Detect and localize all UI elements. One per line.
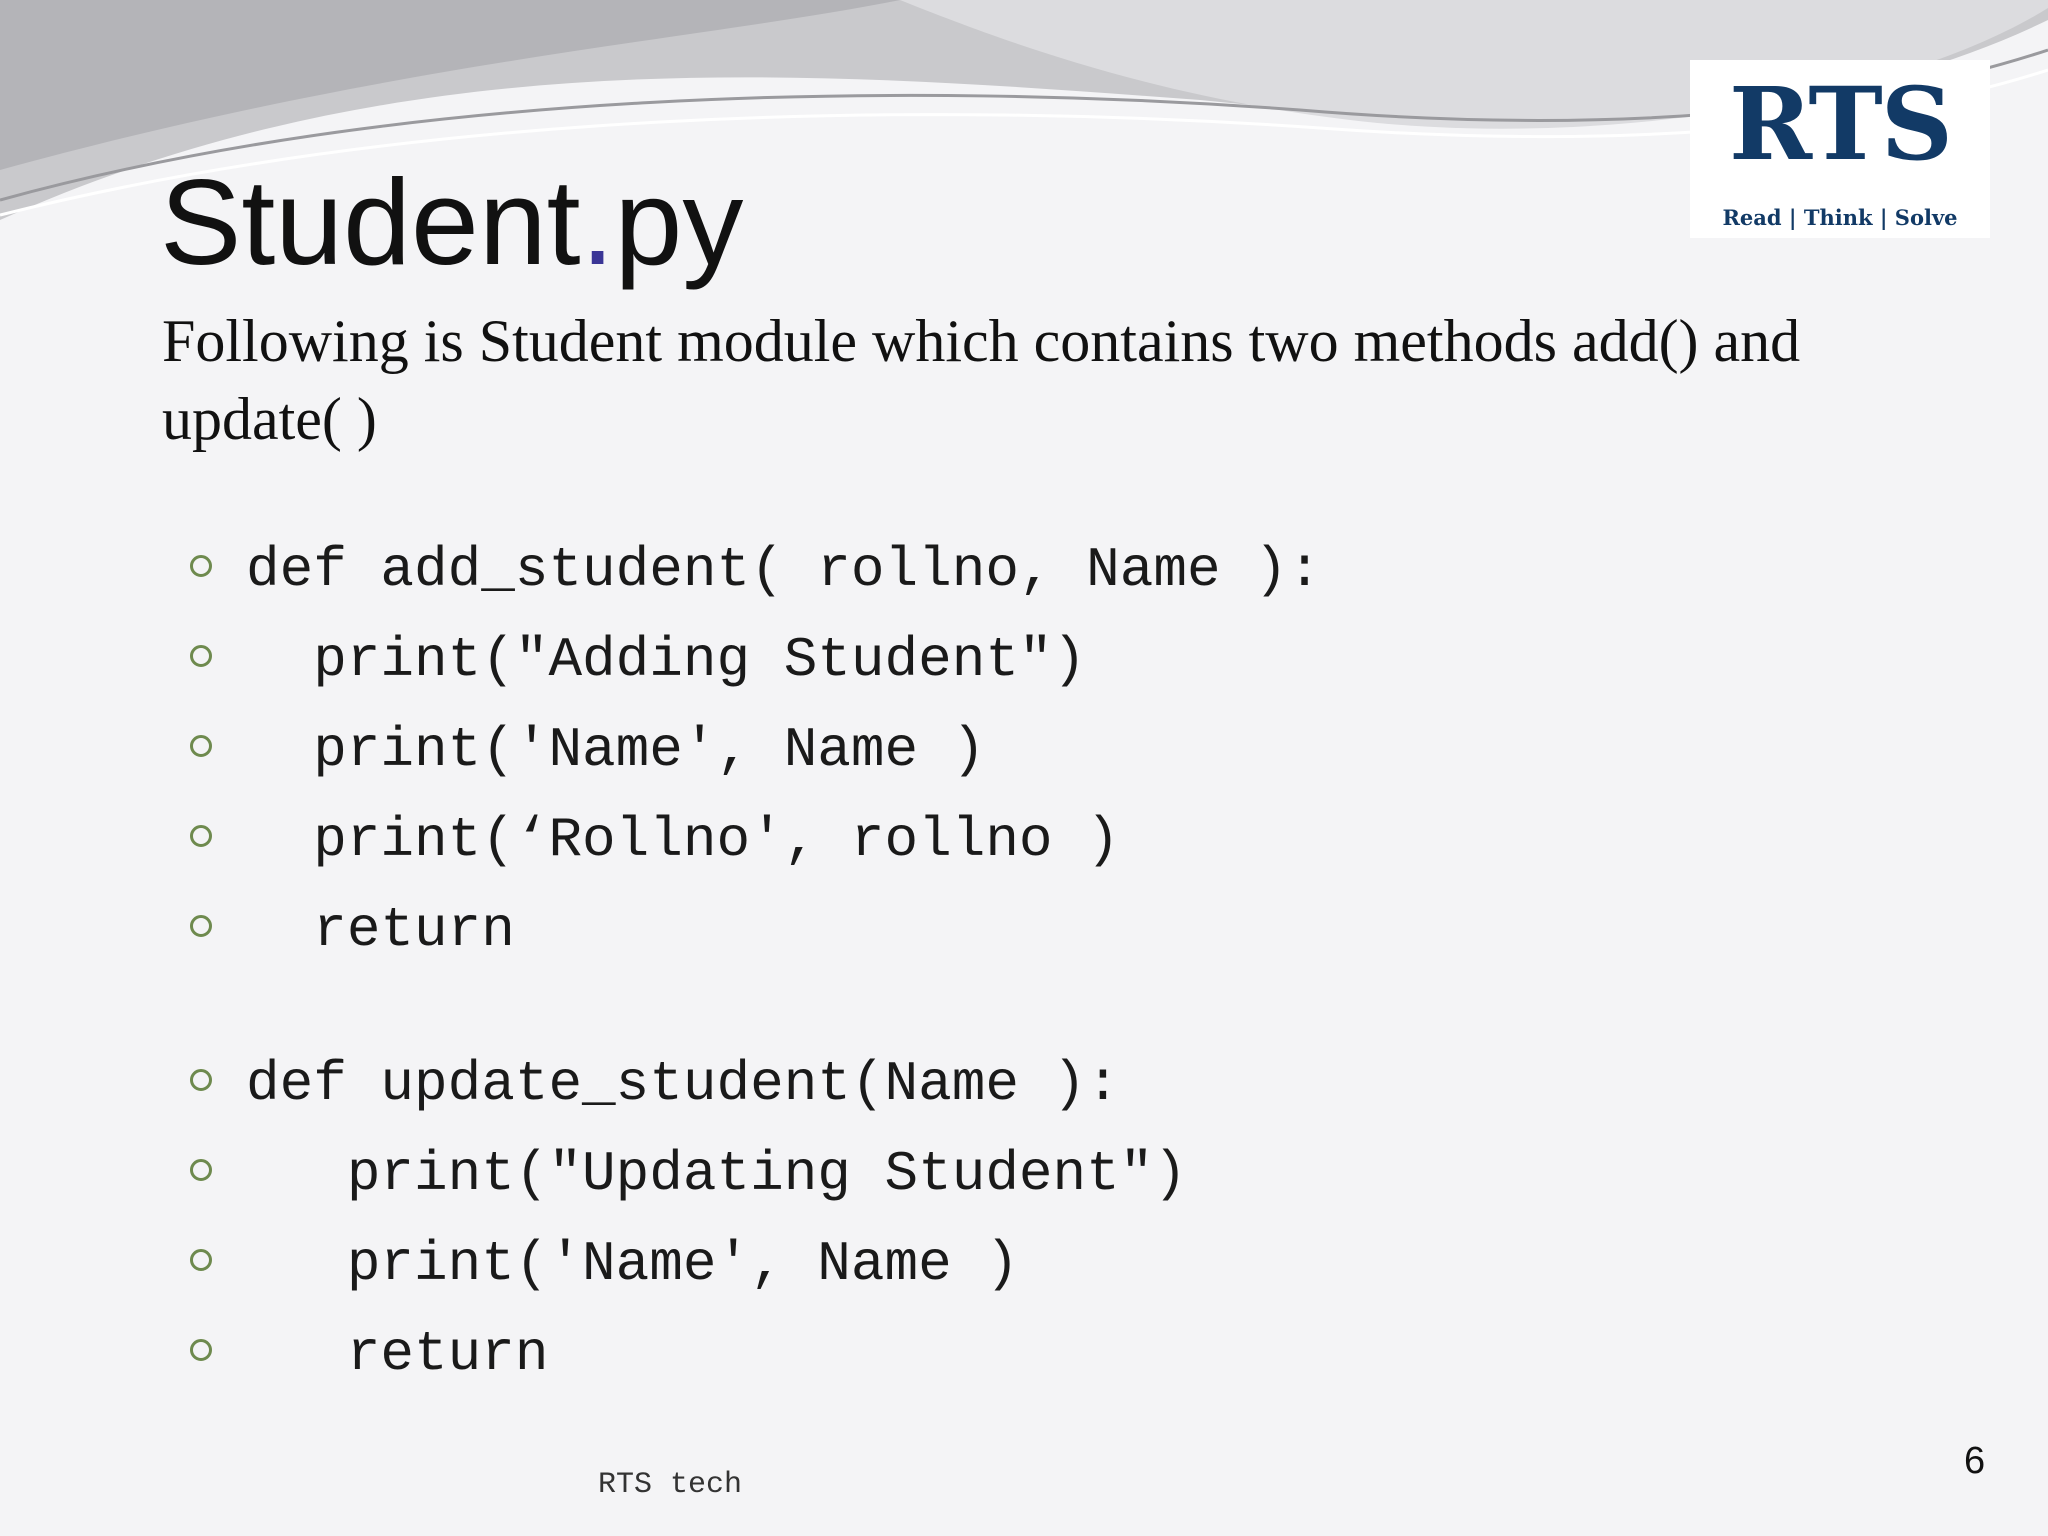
code-line bbox=[190, 620, 1086, 700]
hollow-circle-bullet-icon bbox=[190, 825, 212, 847]
code-text: print('Name', Name ) bbox=[246, 1232, 1019, 1296]
code-text: print('Name', Name ) bbox=[246, 718, 986, 782]
code-text: return bbox=[246, 898, 515, 962]
code-line bbox=[190, 890, 515, 970]
code-line bbox=[190, 800, 1120, 880]
code-line bbox=[190, 1044, 1120, 1124]
footer-text: RTS tech bbox=[598, 1468, 743, 1502]
intro-text: Following is Student module which contains two methods add() and update( ) bbox=[162, 308, 1801, 452]
code-text: print("Adding Student") bbox=[246, 628, 1087, 692]
code-text: print("Updating Student") bbox=[246, 1142, 1187, 1206]
slide-title bbox=[160, 152, 743, 292]
code-text: def add_student( rollno, Name ): bbox=[246, 538, 1322, 602]
code-line bbox=[190, 1134, 1187, 1214]
hollow-circle-bullet-icon bbox=[190, 555, 212, 577]
title-extension: py bbox=[614, 154, 744, 290]
code-text: print(‘Rollno', rollno ) bbox=[246, 808, 1120, 872]
hollow-circle-bullet-icon bbox=[190, 735, 212, 757]
hollow-circle-bullet-icon bbox=[190, 1339, 212, 1361]
code-line bbox=[190, 710, 985, 790]
logo-text: RTS bbox=[1729, 65, 1951, 183]
hollow-circle-bullet-icon bbox=[190, 1159, 212, 1181]
code-text: def update_student(Name ): bbox=[246, 1052, 1120, 1116]
title-dot: . bbox=[580, 154, 615, 290]
code-line bbox=[190, 1314, 548, 1394]
code-line bbox=[190, 1224, 1019, 1304]
code-text: return bbox=[246, 1322, 549, 1386]
code-line bbox=[190, 530, 1321, 610]
title-name: Student bbox=[160, 154, 581, 290]
hollow-circle-bullet-icon bbox=[190, 915, 212, 937]
hollow-circle-bullet-icon bbox=[190, 1069, 212, 1091]
logo-tagline: Read | Think | Solve bbox=[1722, 205, 1958, 230]
hollow-circle-bullet-icon bbox=[190, 645, 212, 667]
rts-logo bbox=[1690, 60, 1990, 238]
hollow-circle-bullet-icon bbox=[190, 1249, 212, 1271]
page-number: 6 bbox=[1964, 1440, 1986, 1482]
